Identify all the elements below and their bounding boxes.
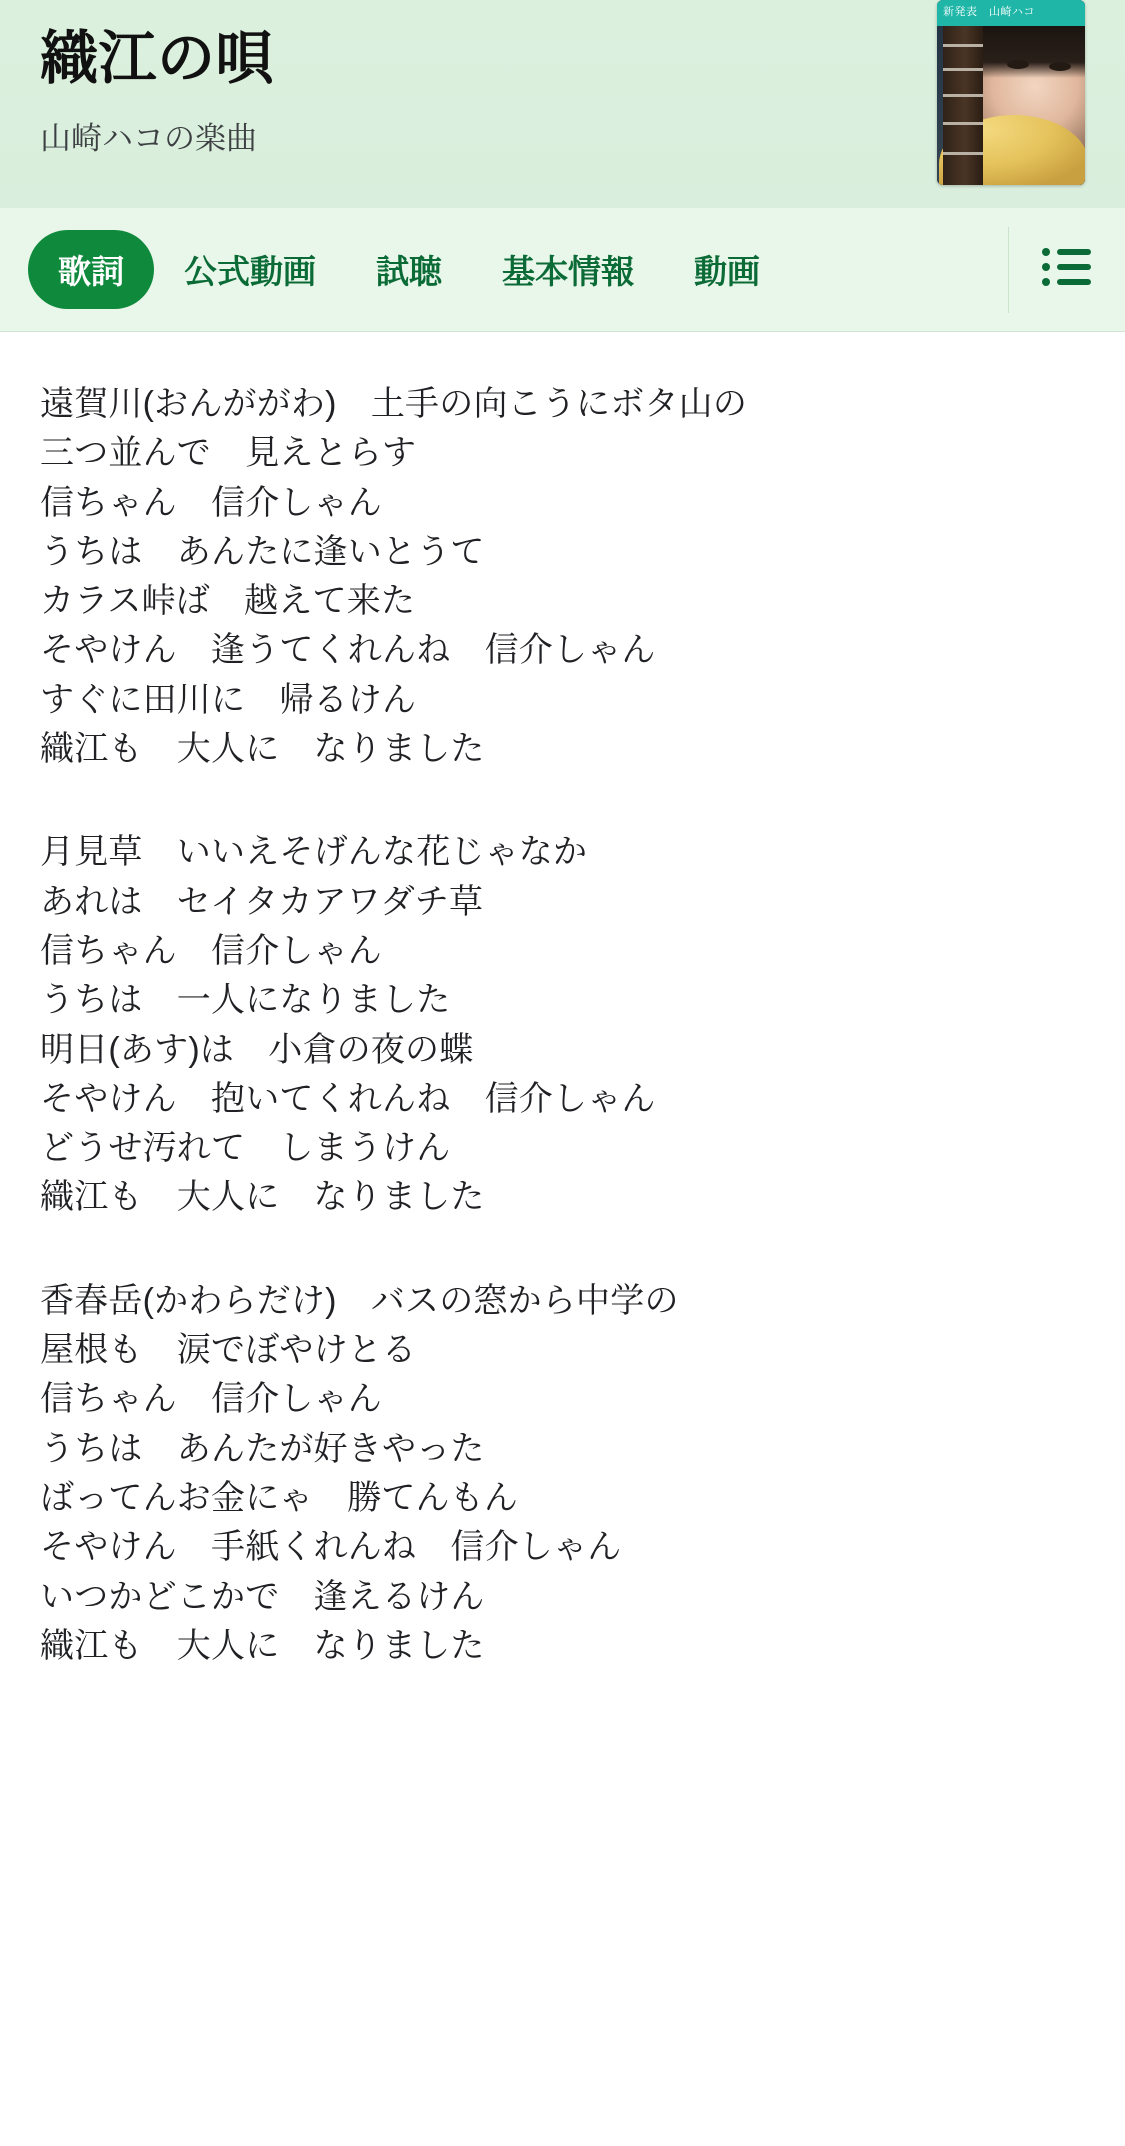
lyric-line: 織江も 大人に なりました [40,730,485,769]
lyrics-section [0,332,1125,1785]
tab-bar [0,208,1125,332]
lyric-line: 香春岳(かわらだけ) バスの窓から中学の [40,1281,679,1320]
tab-basic-info[interactable]: 基本情報 [502,253,634,290]
lyric-line: 信ちゃん 信介しゃん [40,931,382,970]
lyric-line: 明日(あす)は 小倉の夜の蝶 [40,1030,474,1069]
lyric-line: うちは 一人になりました [40,981,451,1020]
tab-video[interactable]: 動画 [694,253,760,290]
song-header [0,0,1125,208]
lyric-line: どうせ汚れて しまうけん [40,1129,451,1168]
album-cover-band-text: 新発表 山崎ハコ [943,6,1035,18]
lyric-line: 遠賀川(おんががわ) 土手の向こうにボタ山の [40,385,748,423]
tab-preview[interactable]: 試聴 [376,253,442,290]
tab-official-video[interactable]: 公式動画 [184,253,316,290]
lyric-line: いつかどこかで 逢えるけん [40,1577,485,1616]
page-title: 織江の唄 [40,26,275,91]
lyric-line: そやけん 抱いてくれんね 信介しゃん [40,1079,656,1118]
lyric-line: そやけん 逢うてくれんね 信介しゃん [40,631,656,670]
lyric-line: 信ちゃん 信介しゃん [40,483,382,522]
lyrics-verse [40,828,1085,1222]
list-menu-icon [1041,246,1093,293]
album-cover-image [937,0,1085,185]
lyric-line: 織江も 大人に なりました [40,1626,485,1665]
album-cover-thumbnail[interactable] [937,0,1085,185]
lyric-line: あれは セイタカアワダチ草 [40,882,484,921]
lyric-line: うちは あんたに逢いとうて [40,532,485,571]
lyric-line: うちは あんたが好きやった [40,1429,485,1468]
page-subtitle: 山崎ハコの楽曲 [40,120,257,156]
tab-list [28,230,1008,309]
lyric-line: 三つ並んで 見えとらす [40,434,417,473]
lyric-line: 屋根も 涙でぼやけとる [40,1331,417,1370]
lyric-line: ばってんお金にゃ 勝てんもん [40,1478,519,1517]
lyric-line: すぐに田川に 帰るけん [40,680,417,719]
lyric-line: 織江も 大人に なりました [40,1178,485,1217]
lyric-line: そやけん 手紙くれんね 信介しゃん [40,1528,622,1567]
lyrics-verse [40,1277,1085,1671]
lyric-line: カラス峠ば 越えて来た [40,582,416,621]
tab-lyrics[interactable]: 歌詞 [28,230,154,309]
lyric-line: 月見草 いいえそげんな花じゃなか [40,833,588,872]
lyric-line: 信ちゃん 信介しゃん [40,1380,382,1419]
menu-button[interactable] [1009,208,1125,332]
lyrics-verse [40,380,1085,774]
